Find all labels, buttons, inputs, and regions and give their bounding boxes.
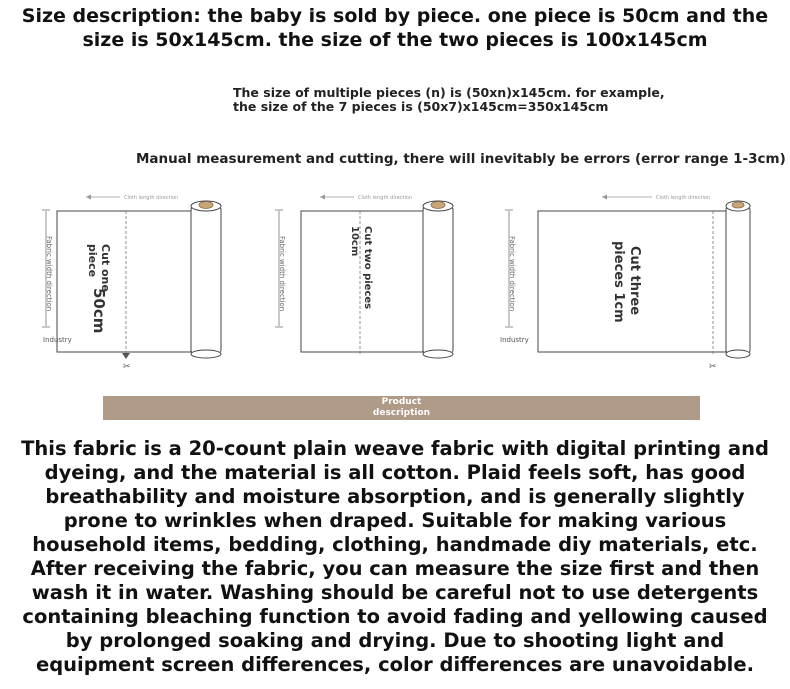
roll-core (199, 202, 213, 209)
cut-text-line-2: 10cm (349, 226, 360, 257)
arrow-head-icon (602, 195, 607, 200)
industry-label: Industry (500, 336, 529, 344)
industry-label: Industry (43, 336, 72, 344)
cut-diagram-two-pieces (270, 186, 470, 376)
fabric-roll-diagram (36, 186, 236, 376)
size-heading: Size description: the baby is sold by piece. one piece is 50cm and the size is 50x145cm. the size of the two pieces is 100x145cm (21, 5, 769, 51)
bar-label-line-1: Product (381, 397, 422, 407)
arrow-head-icon (320, 195, 325, 200)
fabric-roll (191, 206, 221, 354)
fabric-sheet (57, 211, 191, 352)
width-direction-label: Fabric width direction (508, 236, 516, 312)
product-description-text: This fabric is a 20-count plain weave fabric with digital printing and dyeing, and the material is all cotton. Plaid feels soft, has good breathability and moisture absorption, and is generally slightly prone to wrinkles when draped. Suitable for making various household items, bedding, clothing, handmade diy materials, etc. After receiving the fabric, you can measure the size first and then wash it in water. Washing should be careful not to use detergents containing bleaching function to avoid fading and yellowing caused by prolonged soaking and drying. Due to shooting light and equipment screen differences, color differences are unavoidable. (21, 437, 769, 676)
width-direction-label: Fabric width direction (45, 236, 53, 312)
scissors-icon: ✂ (123, 362, 131, 372)
cut-diagram-three-pieces (498, 186, 768, 376)
length-direction-label: Cloth length direction (124, 195, 179, 201)
cut-text-line-1: Cut one (99, 244, 112, 292)
scissors-icon: ✂ (709, 362, 717, 372)
length-direction-label: Cloth length direction (656, 195, 711, 201)
roll-core (431, 202, 445, 209)
fabric-roll (423, 206, 453, 354)
fabric-roll (726, 206, 750, 354)
note-line-1: The size of multiple pieces (n) is (50xn)x145cm. for example, (233, 85, 665, 100)
cut-text-line-1: Cut three (627, 246, 642, 316)
product-description-bar (103, 396, 700, 420)
cut-text-line-1: Cut two pieces (362, 226, 373, 310)
cut-arrow-icon (122, 353, 130, 359)
cut-text-line-2: pieces 1cm (611, 241, 626, 323)
arrow-head-icon (86, 195, 91, 200)
length-direction-label: Cloth length direction (358, 195, 413, 201)
roll-core (732, 202, 744, 208)
cut-text-line-2: piece (86, 244, 99, 278)
fabric-roll-diagram (270, 186, 470, 376)
bar-label-line-2: description (372, 408, 431, 418)
multiple-pieces-note (233, 86, 753, 114)
measurement-warning: Manual measurement and cutting, there will inevitably be errors (error range 1-3cm) (136, 151, 786, 167)
cut-diagram-one-piece (36, 186, 236, 376)
note-line-2: the size of the 7 pieces is (50x7)x145cm=350x145cm (233, 99, 609, 114)
fabric-roll-diagram (498, 186, 768, 376)
cut-text-line-3: 50cm (90, 288, 108, 334)
product-description-label (103, 396, 700, 419)
fabric-sheet (301, 211, 423, 352)
width-direction-label: Fabric width direction (278, 236, 286, 312)
